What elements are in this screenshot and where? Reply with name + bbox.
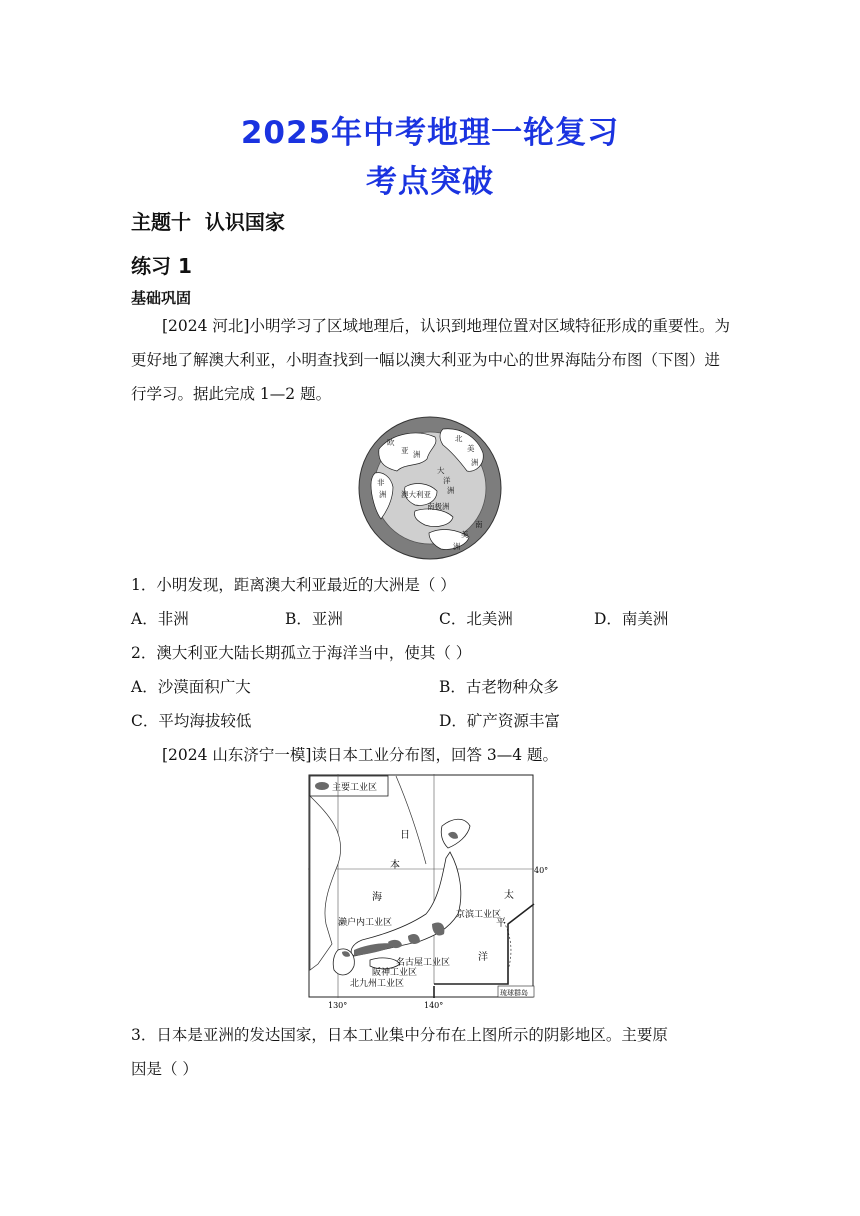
map2-lon-label: 130° <box>328 1001 348 1010</box>
legend-swatch <box>315 782 329 790</box>
map1-label: 北 <box>455 434 463 443</box>
q1-option-b: B．亚洲 <box>285 610 343 628</box>
map2-sea-label: 洋 <box>478 952 488 963</box>
map2-sea-label: 日 <box>400 830 410 841</box>
map2-legend: 主要工业区 <box>332 783 378 793</box>
q1-option-a: A．非洲 <box>131 610 189 628</box>
map2-inset-label: 琉球群岛 <box>500 989 528 997</box>
map1-label: 大 <box>437 466 445 475</box>
map1-label: 洲 <box>413 450 421 459</box>
map2-region-label: 京滨工业区 <box>456 910 502 920</box>
q2-option-c: C．平均海拔较低 <box>131 712 252 730</box>
map1-label: 洲 <box>379 490 387 499</box>
passage-1: [2024 河北]小明学习了区域地理后，认识到地理位置对区域特征形成的重要性。为更好地了解澳大利亚，小明查找到一幅以澳大利亚为中心的世界海陆分布图（下图）进行学习。据此完成 1—2 题。 <box>131 317 730 403</box>
map2-sea-label: 太 <box>504 890 514 901</box>
map2-region-label: 北九州工业区 <box>350 979 405 989</box>
map2-lat-label: 40° <box>534 866 549 875</box>
map2-sea-label: 平 <box>496 918 506 929</box>
q2-stem: 2．澳大利亚大陆长期孤立于海洋当中，使其（ ） <box>131 644 472 662</box>
map2-region-label: 濑户内工业区 <box>338 918 393 928</box>
map2-region-label: 阪神工业区 <box>372 968 418 978</box>
map1-label: 南 <box>475 520 483 529</box>
map2-lon-label: 140° <box>424 1001 444 1010</box>
doc-title-line1: 2025年中考地理一轮复习 <box>240 115 620 151</box>
map2-sea-label: 海 <box>372 892 382 903</box>
q1-stem: 1．小明发现，距离澳大利亚最近的大洲是（ ） <box>131 576 456 594</box>
map1-label: 洋 <box>443 476 451 485</box>
q1-option-c: C．北美洲 <box>439 610 513 628</box>
sub-heading: 基础巩固 <box>131 289 192 307</box>
map1-label: 洲 <box>471 458 479 467</box>
map1-label: 美 <box>461 530 469 539</box>
topic-heading: 主题十 认识国家 <box>131 210 285 234</box>
q2-option-b: B．古老物种众多 <box>439 678 559 696</box>
map1-label: 洲 <box>447 486 455 495</box>
q2-option-a: A．沙漠面积广大 <box>131 678 251 696</box>
map2-sea-label: 本 <box>390 860 400 871</box>
japan-industry-map <box>308 774 552 1010</box>
q3-stem-line1: 3．日本是亚洲的发达国家，日本工业集中分布在上图所示的阴影地区。主要原 <box>131 1026 668 1044</box>
world-map-figure <box>357 415 503 561</box>
exercise-heading: 练习 1 <box>131 254 192 278</box>
map1-label: 澳大利亚 <box>401 490 431 499</box>
map1-label: 非 <box>377 478 385 487</box>
map1-label: 洲 <box>453 542 461 551</box>
map1-label: 欧 <box>387 438 395 447</box>
passage-2: [2024 山东济宁一模]读日本工业分布图，回答 3—4 题。 <box>162 746 559 764</box>
doc-title-line2: 考点突破 <box>366 164 494 200</box>
q3-stem-line2: 因是（ ） <box>131 1060 198 1078</box>
q1-option-d: D．南美洲 <box>594 610 669 628</box>
map2-region-label: 名古屋工业区 <box>396 958 451 968</box>
q2-option-d: D．矿产资源丰富 <box>439 712 560 730</box>
map1-label: 南极洲 <box>427 502 450 511</box>
map1-label: 美 <box>467 444 475 453</box>
map1-label: 亚 <box>401 446 409 455</box>
